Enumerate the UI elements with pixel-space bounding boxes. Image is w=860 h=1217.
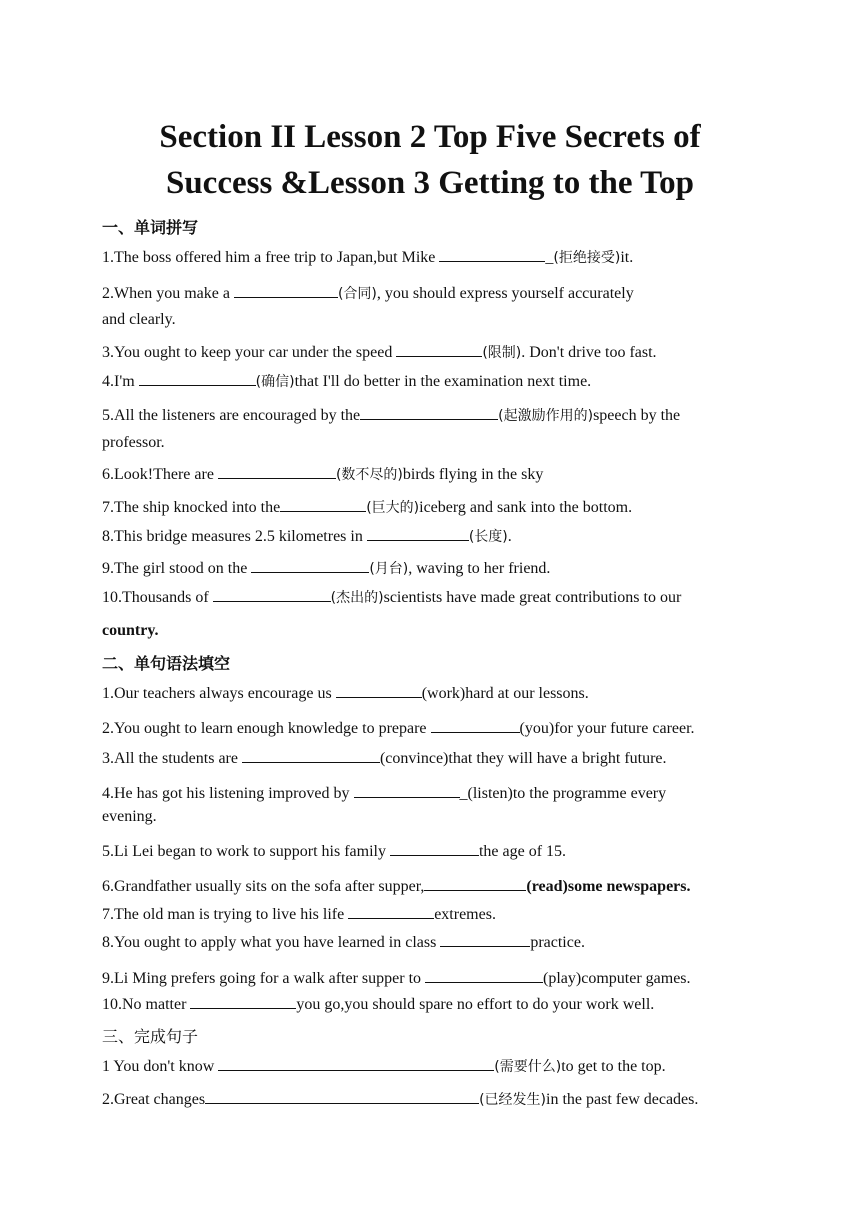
question-1-6: 6.Look!There are (数不尽的)birds flying in the sky (102, 462, 543, 486)
question-1-4: 4.I'm (确信)that I'll do better in the examination next time. (102, 369, 591, 393)
section-heading-vocabulary: 一、单词拼写 (102, 218, 199, 237)
question-2-4-continued: evening. (102, 808, 157, 825)
answer-blank[interactable] (190, 992, 296, 1009)
question-2-8: 8.You ought to apply what you have learned in class practice. (102, 930, 585, 954)
answer-blank[interactable] (139, 369, 256, 386)
answer-blank[interactable] (336, 681, 422, 698)
question-3-2: 2.Great changes (已经发生)in the past few decades. (102, 1087, 698, 1111)
answer-blank[interactable] (218, 462, 336, 479)
answer-blank[interactable] (431, 716, 520, 733)
answer-blank[interactable] (440, 930, 530, 947)
answer-blank[interactable] (354, 781, 460, 798)
answer-blank[interactable] (213, 585, 331, 602)
question-1-1: 1.The boss offered him a free trip to Japan,but Mike _(拒绝接受)it. (102, 245, 633, 269)
answer-blank[interactable] (396, 340, 482, 357)
question-1-7: 7.The ship knocked into the (巨大的)iceberg and sank into the bottom. (102, 495, 632, 519)
answer-blank[interactable] (348, 902, 434, 919)
question-1-10: 10.Thousands of (杰出的)scientists have made great contributions to our (102, 585, 681, 609)
question-1-2-continued: and clearly. (102, 311, 176, 328)
answer-blank[interactable] (424, 874, 526, 891)
question-1-9: 9.The girl stood on the (月台), waving to her friend. (102, 556, 550, 580)
answer-blank[interactable] (251, 556, 369, 573)
title-line-2: Success &Lesson 3 Getting to the Top (165, 165, 695, 201)
question-1-2: 2.When you make a (合同), you should express yourself accurately (102, 281, 634, 305)
answer-blank[interactable] (242, 746, 380, 763)
question-1-5: 5.All the listeners are encouraged by the (起激励作用的)speech by the (102, 403, 680, 427)
question-1-3: 3.You ought to keep your car under the speed (限制). Don't drive too fast. (102, 340, 657, 364)
question-3-1: 1 You don't know (需要什么)to get to the top. (102, 1054, 666, 1078)
answer-blank[interactable] (280, 495, 366, 512)
title-line-1: Section II Lesson 2 Top Five Secrets of (159, 119, 701, 155)
question-1-8: 8.This bridge measures 2.5 kilometres in (长度). (102, 524, 512, 548)
answer-blank[interactable] (218, 1054, 494, 1071)
question-2-2: 2.You ought to learn enough knowledge to prepare (you)for your future career. (102, 716, 695, 740)
question-1-5-continued: professor. (102, 434, 165, 451)
answer-blank[interactable] (234, 281, 338, 298)
question-2-4: 4.He has got his listening improved by _(listen)to the programme every (102, 781, 666, 805)
answer-blank[interactable] (360, 403, 498, 420)
section-heading-sentences: 三、完成句子 (102, 1027, 199, 1046)
question-2-5: 5.Li Lei began to work to support his family the age of 15. (102, 839, 566, 863)
answer-blank[interactable] (390, 839, 479, 856)
question-2-3: 3.All the students are (convince)that they will have a bright future. (102, 746, 667, 770)
section-heading-grammar: 二、单句语法填空 (102, 654, 231, 673)
answer-blank[interactable] (205, 1087, 479, 1104)
answer-blank[interactable] (367, 524, 469, 541)
question-2-1: 1.Our teachers always encourage us (work)hard at our lessons. (102, 681, 589, 705)
question-1-10-continued: country. (102, 622, 159, 639)
answer-blank[interactable] (425, 966, 543, 983)
question-2-7: 7.The old man is trying to live his life extremes. (102, 902, 496, 926)
question-2-10: 10.No matter you go,you should spare no effort to do your work well. (102, 992, 654, 1016)
question-2-9: 9.Li Ming prefers going for a walk after supper to (play)computer games. (102, 966, 691, 990)
question-2-6: 6.Grandfather usually sits on the sofa after supper, (read)some newspapers. (102, 874, 691, 898)
answer-blank[interactable] (439, 245, 545, 262)
